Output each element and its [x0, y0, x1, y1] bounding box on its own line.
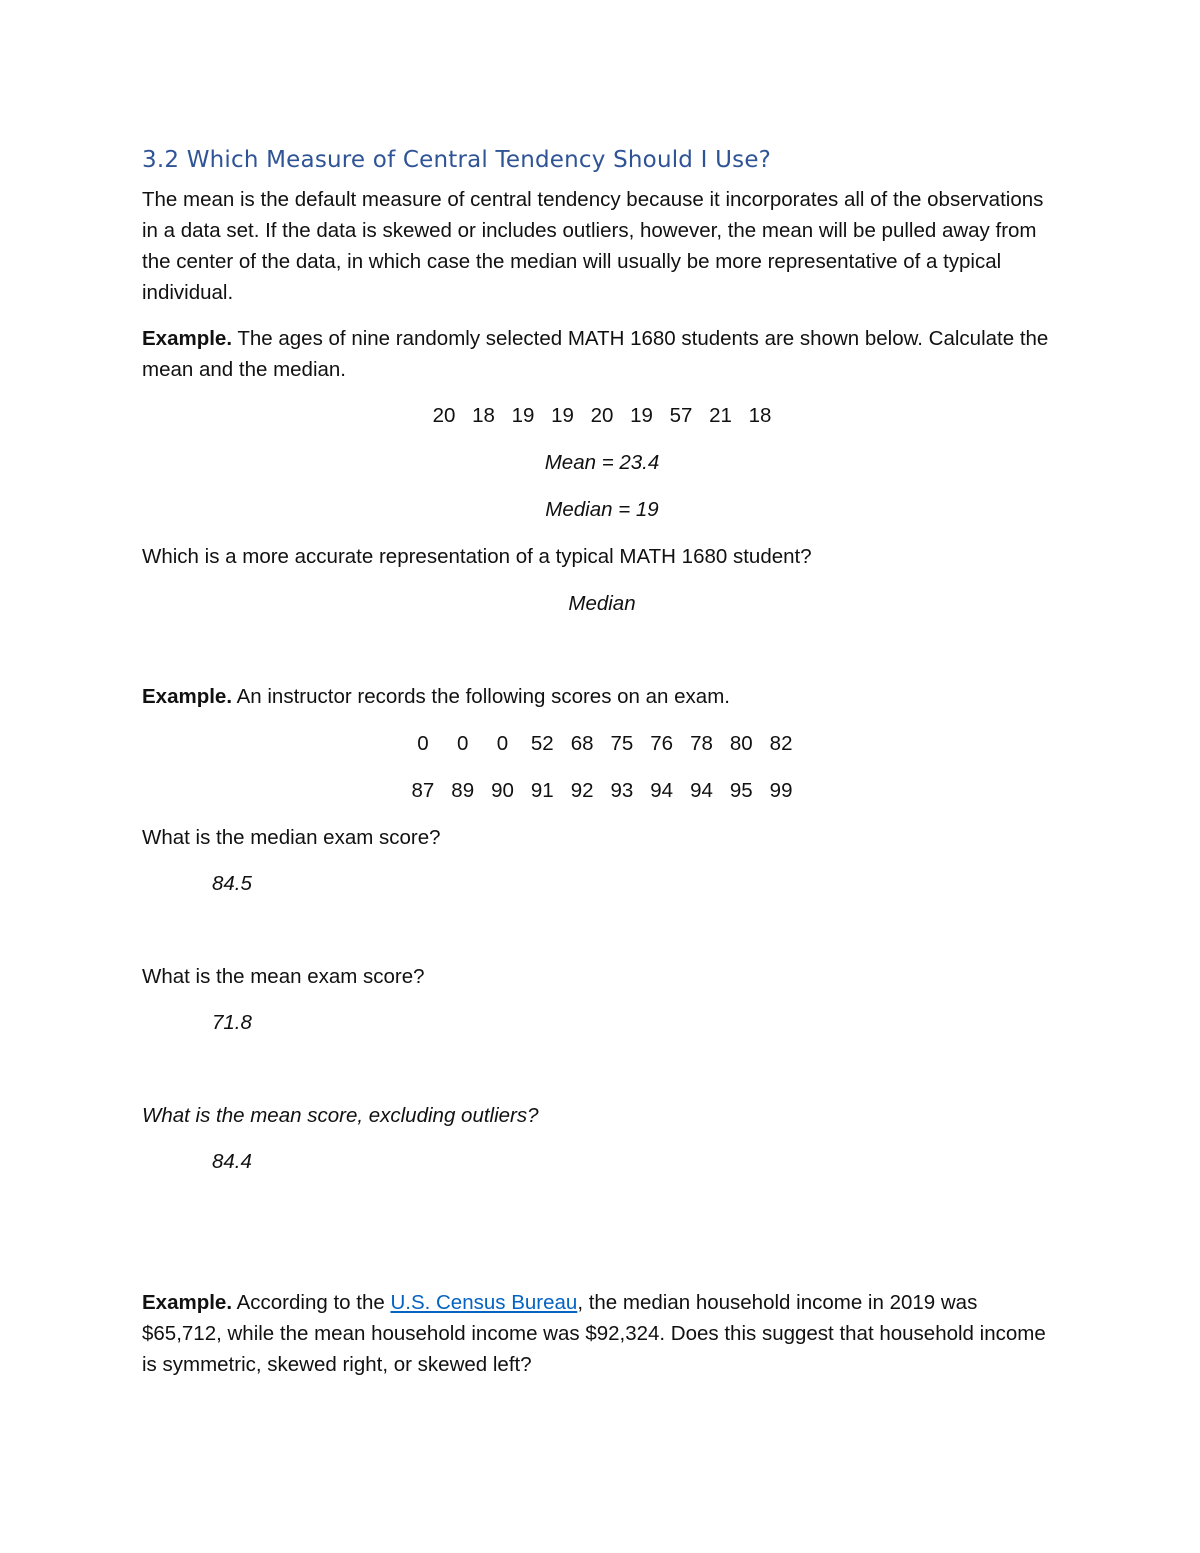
scores-row-2 — [142, 775, 1062, 806]
score-value: 52 — [530, 732, 554, 755]
score-value: 68 — [570, 732, 594, 755]
example1-paragraph — [142, 323, 1062, 385]
score-value: 94 — [650, 779, 674, 802]
mean-answer: 71.8 — [212, 1011, 252, 1034]
intro-paragraph: The mean is the default measure of central tendency because it incorporates all of the observations in a data set. If the data is skewed or includes outliers, however, the mean will be pulled away from the center of the data, in which case the median will usually be more representative of a typical individual. — [142, 188, 1044, 304]
mean-excluding-outliers-question: What is the mean score, excluding outliers? — [142, 1104, 539, 1127]
example3-text-after: , the median household income in 2019 was $65,712, while the mean household income was $92,324. Does this suggest that household income is symmetric, skewed right, or skewed left? — [142, 1291, 1046, 1376]
score-value: 80 — [729, 732, 753, 755]
census-bureau-link[interactable]: U.S. Census Bureau — [390, 1291, 578, 1314]
ages-list — [142, 400, 1062, 431]
score-value: 90 — [491, 779, 514, 802]
mean-question: What is the mean exam score? — [142, 965, 425, 988]
score-value: 93 — [610, 779, 634, 802]
example2-paragraph — [142, 681, 1062, 712]
score-value: 0 — [457, 732, 469, 755]
median-question: What is the median exam score? — [142, 826, 441, 849]
score-value: 94 — [690, 779, 713, 802]
document-page — [142, 140, 1062, 1380]
score-value: 0 — [417, 732, 429, 755]
mean-excluding-outliers-answer: 84.4 — [212, 1150, 252, 1173]
age-value: 20 — [590, 404, 614, 427]
median-result: Median = 19 — [545, 498, 659, 521]
median-answer: 84.5 — [212, 872, 252, 895]
age-value: 19 — [551, 404, 574, 427]
score-value: 78 — [690, 732, 713, 755]
score-value: 89 — [451, 779, 475, 802]
section-heading: 3.2 Which Measure of Central Tendency Should I Use? — [142, 147, 772, 173]
score-value: 75 — [610, 732, 634, 755]
example1-answer: Median — [568, 592, 636, 615]
age-value: 18 — [472, 404, 495, 427]
age-value: 19 — [511, 404, 535, 427]
score-value: 92 — [570, 779, 594, 802]
age-value: 57 — [669, 404, 693, 427]
score-value: 0 — [496, 732, 509, 755]
example1-question: Which is a more accurate representation of a typical MATH 1680 student? — [142, 545, 812, 568]
age-value: 21 — [709, 404, 732, 427]
example1-label: Example. — [142, 327, 233, 350]
age-value: 19 — [630, 404, 653, 427]
score-value: 87 — [411, 779, 435, 802]
score-value: 76 — [650, 732, 674, 755]
mean-result: Mean = 23.4 — [544, 451, 660, 474]
score-value: 95 — [729, 779, 753, 802]
age-value: 20 — [432, 404, 456, 427]
score-value: 99 — [769, 779, 793, 802]
score-value: 82 — [769, 732, 793, 755]
example3-paragraph — [142, 1287, 1062, 1380]
score-value: 91 — [530, 779, 554, 802]
example3-text-before: According to the — [232, 1291, 391, 1314]
example2-label: Example. — [142, 685, 233, 708]
example2-text: An instructor records the following scores on an exam. — [232, 685, 730, 708]
age-value: 18 — [748, 404, 772, 427]
scores-row-1 — [142, 728, 1062, 759]
example1-text: The ages of nine randomly selected MATH 1680 students are shown below. Calculate the mean and the median. — [142, 327, 1049, 381]
example3-label: Example. — [142, 1291, 233, 1314]
